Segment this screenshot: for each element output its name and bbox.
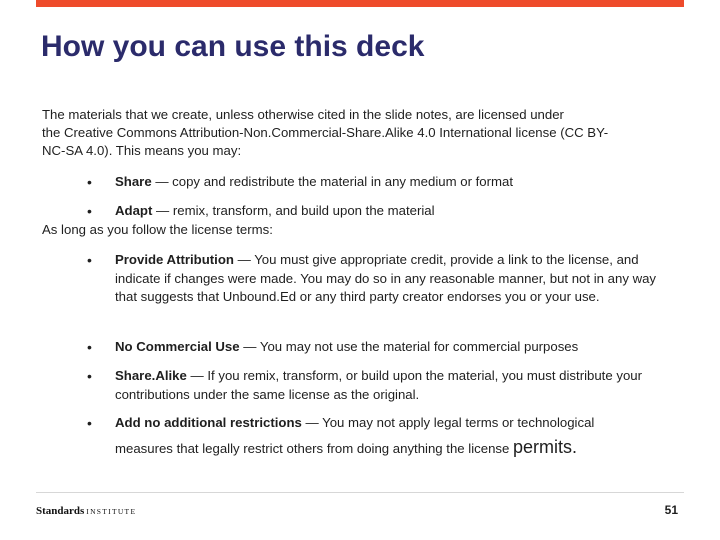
may-list-item-adapt xyxy=(87,202,677,222)
terms-list-item-sharealike xyxy=(87,367,677,407)
sharealike-term: Share.Alike xyxy=(115,368,187,383)
license-intro-line-3: NC-SA 4.0). This means you may: xyxy=(42,143,242,158)
no-restrictions-line-2 xyxy=(115,438,677,459)
bullet-icon: • xyxy=(87,368,92,384)
terms-list-item-noncommercial-text xyxy=(115,338,677,357)
sharealike-description: If you remix, transform, or build upon the material, you must distribute your contributions under the same license as the original. xyxy=(115,368,642,402)
terms-list-item-attribution xyxy=(87,251,677,327)
attribution-separator: — xyxy=(233,252,255,267)
no-restrictions-line-1 xyxy=(115,414,677,433)
bullet-icon: • xyxy=(87,203,92,219)
attribution-description: You must give appropriate credit, provide a link to the license, and indicate if changes were made. You may do so in any reasonable manner, but not in any way that suggests that Unbound.Ed or any third party creator endorses you or your use. xyxy=(115,252,657,304)
license-intro-line-1: The materials that we create, unless otherwise cited in the slide notes, are licensed under xyxy=(42,107,564,122)
terms-list-item-no-restrictions-text xyxy=(115,414,677,458)
adapt-description: remix, transform, and build upon the material xyxy=(172,203,435,218)
bullet-icon: • xyxy=(87,174,92,190)
top-accent-bar xyxy=(36,0,684,7)
noncommercial-term: No Commercial Use xyxy=(115,339,240,354)
no-restrictions-term: Add no additional restrictions xyxy=(115,415,302,430)
license-intro-line-2: the Creative Commons Attribution-Non.Commercial-Share.Alike 4.0 International license (CC BY- xyxy=(42,125,609,140)
noncommercial-separator: — xyxy=(239,339,260,354)
logo-secondary-text: INSTITUTE xyxy=(86,507,137,516)
slide-title: How you can use this deck xyxy=(41,30,425,63)
no-restrictions-description-line-1: You may not apply legal terms or technological xyxy=(322,415,595,430)
license-terms-heading: As long as you follow the license terms: xyxy=(42,222,273,237)
terms-list-item-attribution-text xyxy=(115,251,677,307)
may-list-item-adapt-text xyxy=(115,202,677,221)
may-list-item-share-text xyxy=(115,173,677,192)
bullet-icon: • xyxy=(87,252,92,268)
logo-primary-text: Standards xyxy=(36,505,85,517)
terms-list-item-no-restrictions xyxy=(87,414,677,464)
may-list-item-share xyxy=(87,173,677,193)
bullet-icon: • xyxy=(87,339,92,355)
license-intro-paragraph xyxy=(42,106,682,160)
noncommercial-description: You may not use the material for commercial purposes xyxy=(259,339,579,354)
attribution-term: Provide Attribution xyxy=(115,252,234,267)
sharealike-separator: — xyxy=(186,368,208,383)
terms-list-item-noncommercial xyxy=(87,338,677,358)
share-description: copy and redistribute the material in any medium or format xyxy=(172,174,514,189)
footer-divider xyxy=(36,492,684,493)
permits-word: permits. xyxy=(513,436,578,457)
adapt-term: Adapt xyxy=(115,203,153,218)
terms-list-item-sharealike-text xyxy=(115,367,677,404)
share-separator: — xyxy=(151,174,173,189)
share-term: Share xyxy=(115,174,152,189)
adapt-separator: — xyxy=(152,203,173,218)
bullet-icon: • xyxy=(87,415,92,431)
no-restrictions-description-line-2: measures that legally restrict others from doing anything the license xyxy=(115,440,514,456)
standards-institute-logo xyxy=(36,505,136,517)
page-number: 51 xyxy=(664,503,678,517)
no-restrictions-separator: — xyxy=(301,415,323,430)
